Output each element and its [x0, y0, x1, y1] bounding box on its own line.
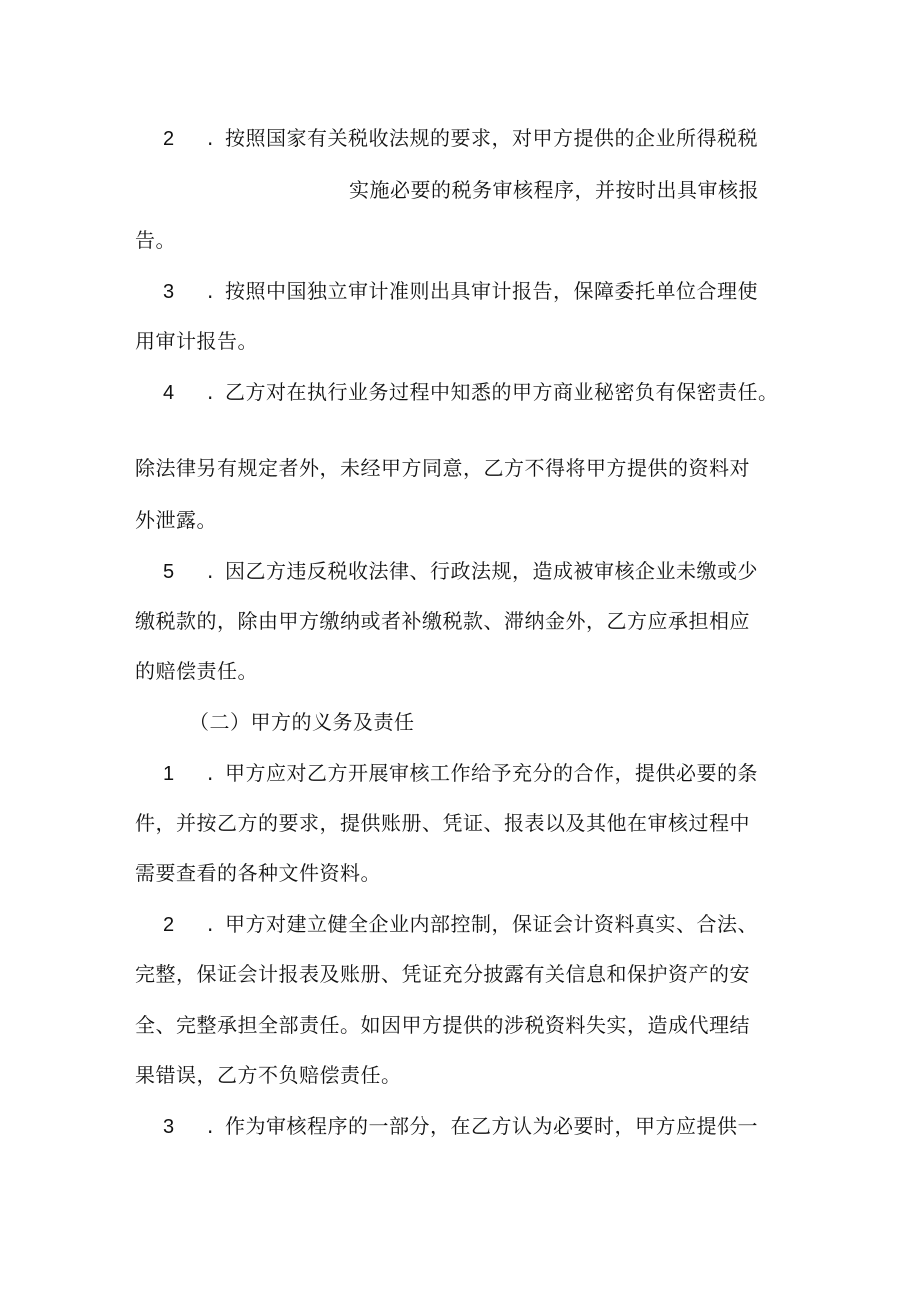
clause-text: 甲方对建立健全企业内部控制，保证会计资料真实、合法、	[225, 912, 758, 936]
clause-3-first-line	[163, 277, 758, 306]
clause-text: 因乙方违反税收法律、行政法规，造成被审核企业未缴或少	[225, 559, 758, 583]
clause-5-line-3: 的赔偿责任。	[135, 659, 258, 683]
clause-dot: .	[207, 279, 214, 303]
clause-text: 按照中国独立审计准则出具审计报告，保障委托单位合理使	[225, 279, 758, 303]
clause-number: 2	[163, 128, 175, 150]
clause-number: 4	[163, 382, 175, 404]
section-clause-1-line-2: 件，并按乙方的要求，提供账册、凭证、报表以及其他在审核过程中	[135, 811, 750, 835]
clause-4-line-3: 外泄露。	[135, 508, 217, 532]
clause-2-line-2: 实施必要的税务审核程序，并按时出具审核报	[349, 178, 759, 202]
section-heading: （二）甲方的义务及责任	[189, 710, 415, 734]
clause-text: 乙方对在执行业务过程中知悉的甲方商业秘密负有保密责任。	[225, 380, 779, 404]
section-clause-2-first-line	[163, 910, 758, 939]
clause-3-line-2: 用审计报告。	[135, 329, 258, 353]
clause-dot: .	[207, 559, 214, 583]
clause-number: 3	[163, 281, 175, 303]
clause-text: 甲方应对乙方开展审核工作给予充分的合作，提供必要的条	[225, 761, 758, 785]
clause-number: 3	[163, 1116, 175, 1138]
clause-number: 1	[163, 763, 175, 785]
clause-4-line-2: 除法律另有规定者外，未经甲方同意，乙方不得将甲方提供的资料对	[135, 456, 750, 480]
clause-dot: .	[207, 1114, 214, 1138]
clause-2-first-line	[163, 124, 758, 153]
clause-number: 2	[163, 914, 175, 936]
clause-dot: .	[207, 380, 214, 404]
clause-number: 5	[163, 561, 175, 583]
clause-dot: .	[207, 761, 214, 785]
section-clause-2-line-3: 全、完整承担全部责任。如因甲方提供的涉税资料失实，造成代理结	[135, 1013, 750, 1037]
clause-text: 按照国家有关税收法规的要求，对甲方提供的企业所得税税	[225, 126, 758, 150]
clause-4-first-line	[163, 378, 779, 407]
clause-text: 作为审核程序的一部分，在乙方认为必要时，甲方应提供一	[225, 1114, 758, 1138]
section-clause-2-line-4: 果错误，乙方不负赔偿责任。	[135, 1063, 402, 1087]
clause-dot: .	[207, 126, 214, 150]
section-clause-3-first-line	[163, 1112, 758, 1141]
clause-2-line-3: 告。	[135, 228, 176, 252]
section-clause-1-line-3: 需要查看的各种文件资料。	[135, 861, 381, 885]
section-clause-2-line-2: 完整，保证会计报表及账册、凭证充分披露有关信息和保护资产的安	[135, 962, 750, 986]
clause-dot: .	[207, 912, 214, 936]
section-clause-1-first-line	[163, 759, 758, 788]
clause-5-first-line	[163, 557, 758, 586]
clause-5-line-2: 缴税款的，除由甲方缴纳或者补缴税款、滞纳金外，乙方应承担相应	[135, 609, 750, 633]
